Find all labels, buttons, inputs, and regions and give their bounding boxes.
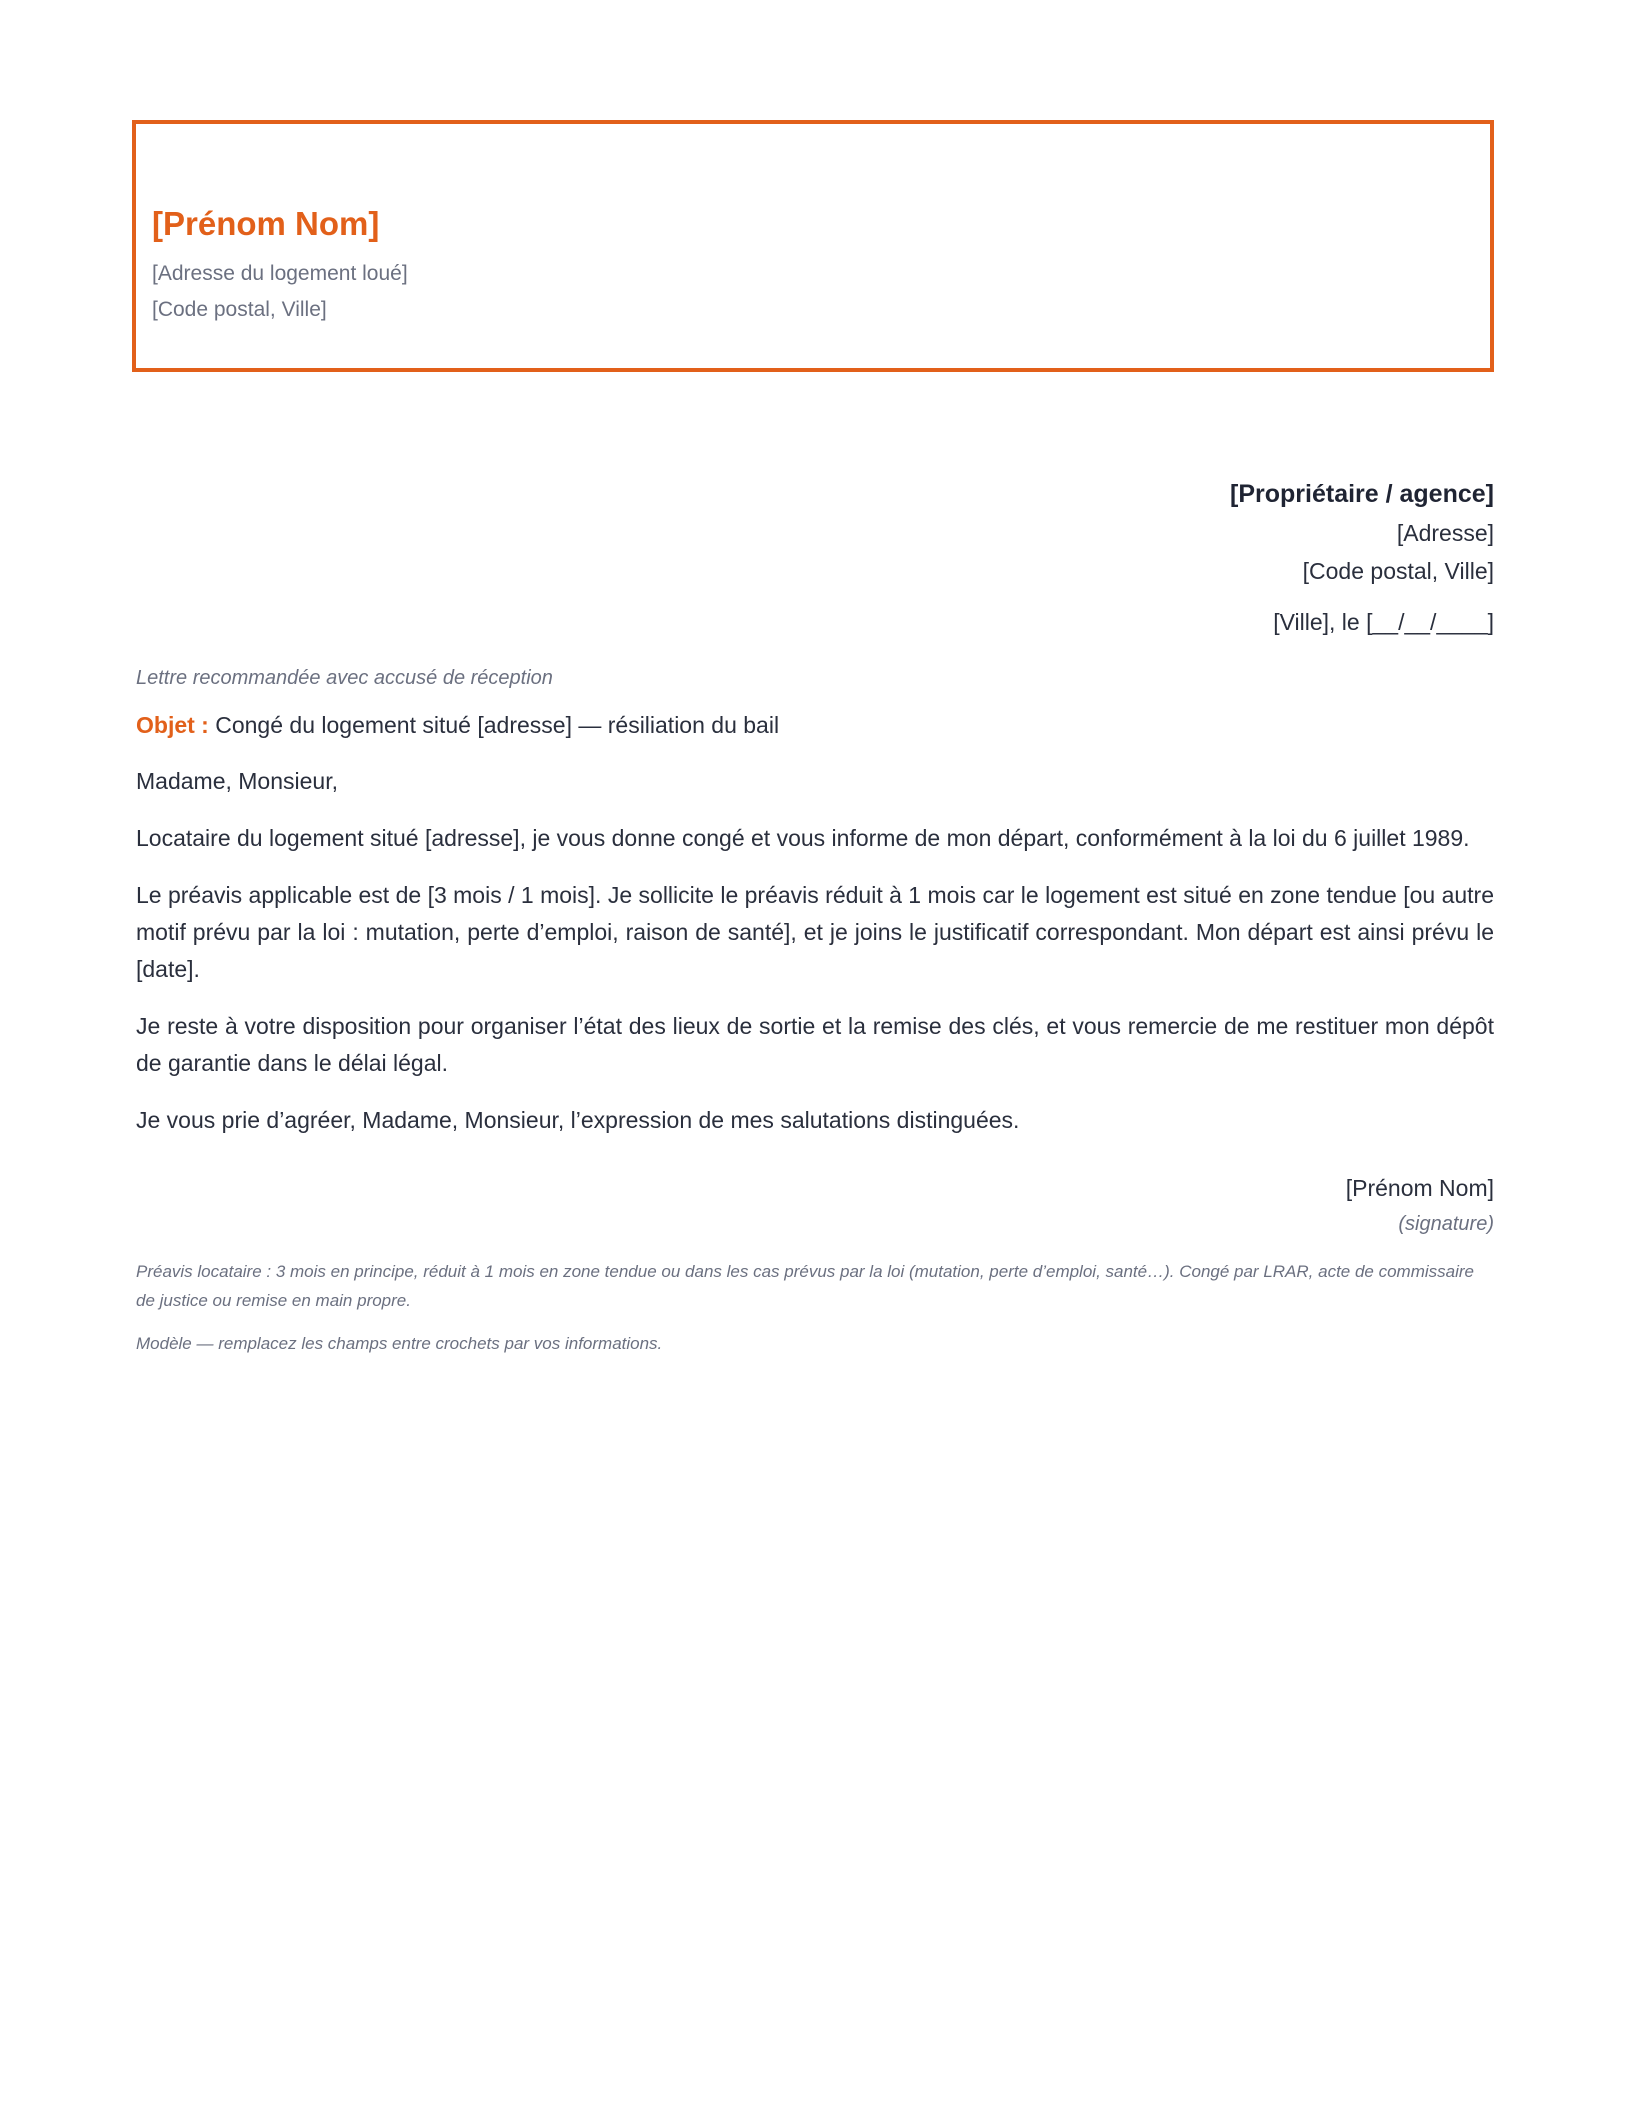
subject-label: Objet :	[136, 712, 209, 738]
recipient-city: [Code postal, Ville]	[1302, 558, 1494, 584]
closing-paragraph: Je vous prie d’agréer, Madame, Monsieur, l’expression de mes salutations distinguées.	[136, 1107, 1020, 1133]
body-paragraph: Le préavis applicable est de [3 mois / 1 mois]. Je sollicite le préavis réduit à 1 mois car le logement est situé en zone tendue [ou autre motif prévu par la loi : mutation, perte d’emploi, raison de santé], et je joins le justificatif correspondant. Mon départ est ainsi prévu le [date].	[136, 882, 1494, 982]
signature-block	[136, 1169, 1494, 1241]
subject-line	[136, 706, 1494, 744]
letter-page	[136, 120, 1494, 1358]
subject-text: Congé du logement situé [adresse] — résiliation du bail	[215, 712, 780, 738]
recipient-address: [Adresse]	[1396, 520, 1494, 546]
sender-city: [Code postal, Ville]	[152, 298, 327, 321]
signature-name: [Prénom Nom]	[1345, 1175, 1494, 1201]
salutation: Madame, Monsieur,	[136, 768, 338, 794]
recipient-block	[136, 474, 1494, 590]
place-date: [Ville], le [__/__/____]	[1273, 609, 1494, 635]
delivery-mention: Lettre recommandée avec accusé de réception	[136, 667, 553, 689]
sender-address: [Adresse du logement loué]	[152, 262, 408, 285]
body-paragraph: Je reste à votre disposition pour organiser l’état des lieux de sortie et la remise des clés, et vous remercie de me restituer mon dépôt de garantie dans le délai légal.	[136, 1013, 1494, 1076]
sender-block	[132, 120, 1494, 372]
recipient-name: [Propriétaire / agence]	[1230, 480, 1494, 508]
legal-note: Préavis locataire : 3 mois en principe, réduit à 1 mois en zone tendue ou dans les cas prévus par la loi (mutation, perte d’emploi, santé…). Congé par LRAR, acte de commissaire de justice ou remise en main propre.	[136, 1262, 1475, 1310]
signature-hint: (signature)	[1398, 1213, 1494, 1235]
sender-name: [Prénom Nom]	[152, 205, 380, 242]
body-paragraph: Locataire du logement situé [adresse], je vous donne congé et vous informe de mon départ, conformément à la loi du 6 juillet 1989.	[136, 825, 1470, 851]
template-note: Modèle — remplacez les champs entre crochets par vos informations.	[136, 1334, 663, 1353]
